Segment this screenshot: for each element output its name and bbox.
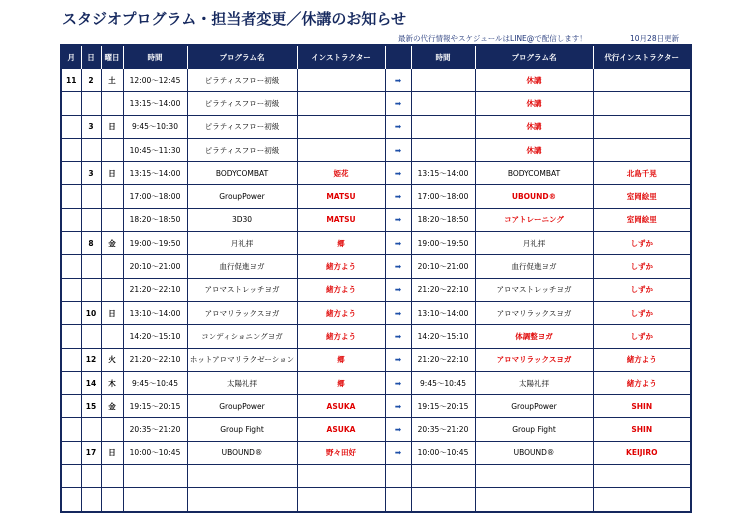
time-cell: 9:45～10:30	[123, 115, 187, 138]
program-cell: 月礼拝	[187, 232, 297, 255]
instructor-cell: 郷	[297, 371, 385, 394]
new-program-cell: 太陽礼拝	[475, 371, 593, 394]
day-cell: 14	[81, 371, 101, 394]
table-row	[61, 92, 691, 115]
arrow-icon: ➡	[385, 278, 411, 301]
program-cell: ピラティスフロー初級	[187, 138, 297, 161]
time-cell	[123, 465, 187, 488]
arrow-icon: ➡	[385, 301, 411, 324]
header-arrow	[385, 45, 411, 69]
new-program-cell: 血行促進ヨガ	[475, 255, 593, 278]
month-cell	[61, 278, 81, 301]
instructor-cell: ASUKA	[297, 418, 385, 441]
header-day: 日	[81, 45, 101, 69]
arrow-icon: ➡	[385, 69, 411, 92]
weekday-cell	[101, 92, 123, 115]
weekday-cell: 日	[101, 162, 123, 185]
substitute-cell: 室岡絵里	[593, 185, 691, 208]
day-cell	[81, 185, 101, 208]
substitute-cell: 北島千晃	[593, 162, 691, 185]
table-row	[61, 325, 691, 348]
day-cell	[81, 92, 101, 115]
month-cell	[61, 255, 81, 278]
instructor-cell	[297, 138, 385, 161]
day-cell: 17	[81, 441, 101, 464]
time-cell	[123, 488, 187, 512]
time-cell: 20:10～21:00	[123, 255, 187, 278]
header-weekday: 曜日	[101, 45, 123, 69]
instructor-cell: 緒方よう	[297, 325, 385, 348]
schedule-table	[60, 44, 692, 513]
day-cell: 8	[81, 232, 101, 255]
day-cell	[81, 138, 101, 161]
substitute-cell: SHIN	[593, 395, 691, 418]
arrow-icon: ➡	[385, 325, 411, 348]
new-time-cell: 9:45～10:45	[411, 371, 475, 394]
new-program-cell: BODYCOMBAT	[475, 162, 593, 185]
new-time-cell: 19:15～20:15	[411, 395, 475, 418]
substitute-cell: KEIJIRO	[593, 441, 691, 464]
time-cell: 18:20～18:50	[123, 208, 187, 231]
month-cell	[61, 441, 81, 464]
table-row	[61, 185, 691, 208]
time-cell: 20:35～21:20	[123, 418, 187, 441]
substitute-cell: 室岡絵里	[593, 208, 691, 231]
instructor-cell: 郷	[297, 348, 385, 371]
program-cell: コンディショニングヨガ	[187, 325, 297, 348]
arrow-icon: ➡	[385, 92, 411, 115]
time-cell: 10:45～11:30	[123, 138, 187, 161]
new-program-cell: アロマリラックスヨガ	[475, 301, 593, 324]
time-cell: 14:20～15:10	[123, 325, 187, 348]
month-cell	[61, 325, 81, 348]
substitute-cell	[593, 92, 691, 115]
weekday-cell	[101, 208, 123, 231]
new-time-cell: 18:20～18:50	[411, 208, 475, 231]
month-cell	[61, 232, 81, 255]
program-cell: GroupPower	[187, 395, 297, 418]
program-cell: UBOUND®	[187, 441, 297, 464]
table-row	[61, 441, 691, 464]
program-cell: ホットアロマリラクゼーション	[187, 348, 297, 371]
program-cell: アロマストレッチヨガ	[187, 278, 297, 301]
month-cell	[61, 371, 81, 394]
time-cell: 21:20～22:10	[123, 278, 187, 301]
arrow-icon: ➡	[385, 185, 411, 208]
updated-date: 10月28日更新	[630, 34, 680, 43]
substitute-cell: しずか	[593, 255, 691, 278]
time-cell: 13:15～14:00	[123, 92, 187, 115]
new-program-cell: 休講	[475, 69, 593, 92]
instructor-cell: 郷	[297, 232, 385, 255]
day-cell	[81, 325, 101, 348]
day-cell: 3	[81, 115, 101, 138]
arrow-icon: ➡	[385, 255, 411, 278]
line-notice: 最新の代行情報やスケジュールはLINE@で配信します！	[398, 34, 587, 43]
program-cell: 血行促進ヨガ	[187, 255, 297, 278]
new-program-cell: 月礼拝	[475, 232, 593, 255]
day-cell	[81, 465, 101, 488]
time-cell: 10:00～10:45	[123, 441, 187, 464]
substitute-cell: しずか	[593, 301, 691, 324]
weekday-cell	[101, 325, 123, 348]
month-cell	[61, 115, 81, 138]
time-cell: 13:15～14:00	[123, 162, 187, 185]
weekday-cell	[101, 488, 123, 512]
program-cell: アロマリラックスヨガ	[187, 301, 297, 324]
arrow-icon: ➡	[385, 395, 411, 418]
new-program-cell: アロマストレッチヨガ	[475, 278, 593, 301]
time-cell: 19:00～19:50	[123, 232, 187, 255]
new-time-cell: 13:10～14:00	[411, 301, 475, 324]
weekday-cell	[101, 278, 123, 301]
new-time-cell: 17:00～18:00	[411, 185, 475, 208]
new-time-cell	[411, 92, 475, 115]
new-program-cell	[475, 465, 593, 488]
new-time-cell: 19:00～19:50	[411, 232, 475, 255]
new-program-cell: GroupPower	[475, 395, 593, 418]
new-time-cell	[411, 138, 475, 161]
month-cell	[61, 395, 81, 418]
arrow-icon: ➡	[385, 232, 411, 255]
substitute-cell: しずか	[593, 325, 691, 348]
substitute-cell: しずか	[593, 232, 691, 255]
new-time-cell: 20:10～21:00	[411, 255, 475, 278]
new-time-cell: 20:35～21:20	[411, 418, 475, 441]
arrow-icon: ➡	[385, 441, 411, 464]
new-time-cell	[411, 465, 475, 488]
new-program-cell: 体調整ヨガ	[475, 325, 593, 348]
table-row	[61, 418, 691, 441]
table-row	[61, 488, 691, 512]
page-title: スタジオプログラム・担当者変更／休講のお知らせ	[62, 10, 406, 28]
weekday-cell	[101, 465, 123, 488]
arrow-icon: ➡	[385, 138, 411, 161]
header-new-time: 時間	[411, 45, 475, 69]
table-row	[61, 395, 691, 418]
month-cell	[61, 208, 81, 231]
month-cell	[61, 162, 81, 185]
month-cell: 11	[61, 69, 81, 92]
weekday-cell: 土	[101, 69, 123, 92]
time-cell: 13:10～14:00	[123, 301, 187, 324]
instructor-cell	[297, 465, 385, 488]
substitute-cell: 緒方よう	[593, 371, 691, 394]
table-row	[61, 138, 691, 161]
new-time-cell: 14:20～15:10	[411, 325, 475, 348]
instructor-cell: 緒方よう	[297, 301, 385, 324]
new-time-cell: 13:15～14:00	[411, 162, 475, 185]
table-row	[61, 115, 691, 138]
new-program-cell: UBOUND®	[475, 185, 593, 208]
instructor-cell	[297, 115, 385, 138]
instructor-cell: MATSU	[297, 208, 385, 231]
instructor-cell	[297, 69, 385, 92]
new-program-cell: Group Fight	[475, 418, 593, 441]
instructor-cell: 姫花	[297, 162, 385, 185]
header-month: 月	[61, 45, 81, 69]
header-instructor: インストラクター	[297, 45, 385, 69]
day-cell	[81, 488, 101, 512]
new-time-cell	[411, 115, 475, 138]
instructor-cell	[297, 92, 385, 115]
new-program-cell: 休講	[475, 138, 593, 161]
arrow-cell	[385, 465, 411, 488]
table-row	[61, 301, 691, 324]
program-cell: BODYCOMBAT	[187, 162, 297, 185]
table-row	[61, 232, 691, 255]
program-cell: ピラティスフロー初級	[187, 92, 297, 115]
new-program-cell	[475, 488, 593, 512]
time-cell: 12:00～12:45	[123, 69, 187, 92]
header-row	[61, 45, 691, 69]
substitute-cell: SHIN	[593, 418, 691, 441]
arrow-icon: ➡	[385, 418, 411, 441]
table-row	[61, 465, 691, 488]
program-cell: Group Fight	[187, 418, 297, 441]
new-time-cell: 21:20～22:10	[411, 278, 475, 301]
time-cell: 21:20～22:10	[123, 348, 187, 371]
program-cell: 太陽礼拝	[187, 371, 297, 394]
weekday-cell: 金	[101, 395, 123, 418]
program-cell: 3D30	[187, 208, 297, 231]
new-program-cell: 休講	[475, 92, 593, 115]
new-program-cell: UBOUND®	[475, 441, 593, 464]
day-cell: 15	[81, 395, 101, 418]
instructor-cell: 緒方よう	[297, 278, 385, 301]
substitute-cell	[593, 69, 691, 92]
program-cell: ピラティスフロー初級	[187, 69, 297, 92]
table-row	[61, 278, 691, 301]
program-cell	[187, 465, 297, 488]
time-cell: 9:45～10:45	[123, 371, 187, 394]
month-cell	[61, 185, 81, 208]
instructor-cell: MATSU	[297, 185, 385, 208]
table-row	[61, 348, 691, 371]
arrow-icon: ➡	[385, 115, 411, 138]
program-cell: GroupPower	[187, 185, 297, 208]
table-row	[61, 255, 691, 278]
header-time: 時間	[123, 45, 187, 69]
new-program-cell: 休講	[475, 115, 593, 138]
table-row	[61, 371, 691, 394]
instructor-cell: ASUKA	[297, 395, 385, 418]
weekday-cell	[101, 185, 123, 208]
substitute-cell: しずか	[593, 278, 691, 301]
weekday-cell: 金	[101, 232, 123, 255]
weekday-cell: 日	[101, 115, 123, 138]
instructor-cell: 緒方よう	[297, 255, 385, 278]
schedule-body	[61, 69, 691, 512]
arrow-icon: ➡	[385, 162, 411, 185]
month-cell	[61, 488, 81, 512]
substitute-cell	[593, 488, 691, 512]
header-program: プログラム名	[187, 45, 297, 69]
month-cell	[61, 301, 81, 324]
day-cell: 12	[81, 348, 101, 371]
arrow-icon: ➡	[385, 371, 411, 394]
day-cell	[81, 255, 101, 278]
new-time-cell: 10:00～10:45	[411, 441, 475, 464]
program-cell	[187, 488, 297, 512]
weekday-cell: 火	[101, 348, 123, 371]
arrow-cell	[385, 488, 411, 512]
instructor-cell: 野々田好	[297, 441, 385, 464]
new-time-cell: 21:20～22:10	[411, 348, 475, 371]
month-cell	[61, 418, 81, 441]
program-cell: ピラティスフロー初級	[187, 115, 297, 138]
substitute-cell	[593, 465, 691, 488]
day-cell: 10	[81, 301, 101, 324]
new-program-cell: コアトレーニング	[475, 208, 593, 231]
instructor-cell	[297, 488, 385, 512]
weekday-cell: 日	[101, 301, 123, 324]
arrow-icon: ➡	[385, 348, 411, 371]
table-row	[61, 69, 691, 92]
weekday-cell	[101, 255, 123, 278]
day-cell	[81, 208, 101, 231]
month-cell	[61, 138, 81, 161]
weekday-cell: 木	[101, 371, 123, 394]
weekday-cell: 日	[101, 441, 123, 464]
month-cell	[61, 348, 81, 371]
time-cell: 17:00～18:00	[123, 185, 187, 208]
table-row	[61, 162, 691, 185]
day-cell: 3	[81, 162, 101, 185]
time-cell: 19:15～20:15	[123, 395, 187, 418]
day-cell	[81, 278, 101, 301]
substitute-cell	[593, 115, 691, 138]
table-row	[61, 208, 691, 231]
weekday-cell	[101, 138, 123, 161]
header-substitute: 代行インストラクター	[593, 45, 691, 69]
substitute-cell	[593, 138, 691, 161]
weekday-cell	[101, 418, 123, 441]
new-time-cell	[411, 69, 475, 92]
new-program-cell: アロマリラックスヨガ	[475, 348, 593, 371]
new-time-cell	[411, 488, 475, 512]
month-cell	[61, 465, 81, 488]
header-new-program: プログラム名	[475, 45, 593, 69]
arrow-icon: ➡	[385, 208, 411, 231]
day-cell	[81, 418, 101, 441]
month-cell	[61, 92, 81, 115]
day-cell: 2	[81, 69, 101, 92]
substitute-cell: 緒方よう	[593, 348, 691, 371]
